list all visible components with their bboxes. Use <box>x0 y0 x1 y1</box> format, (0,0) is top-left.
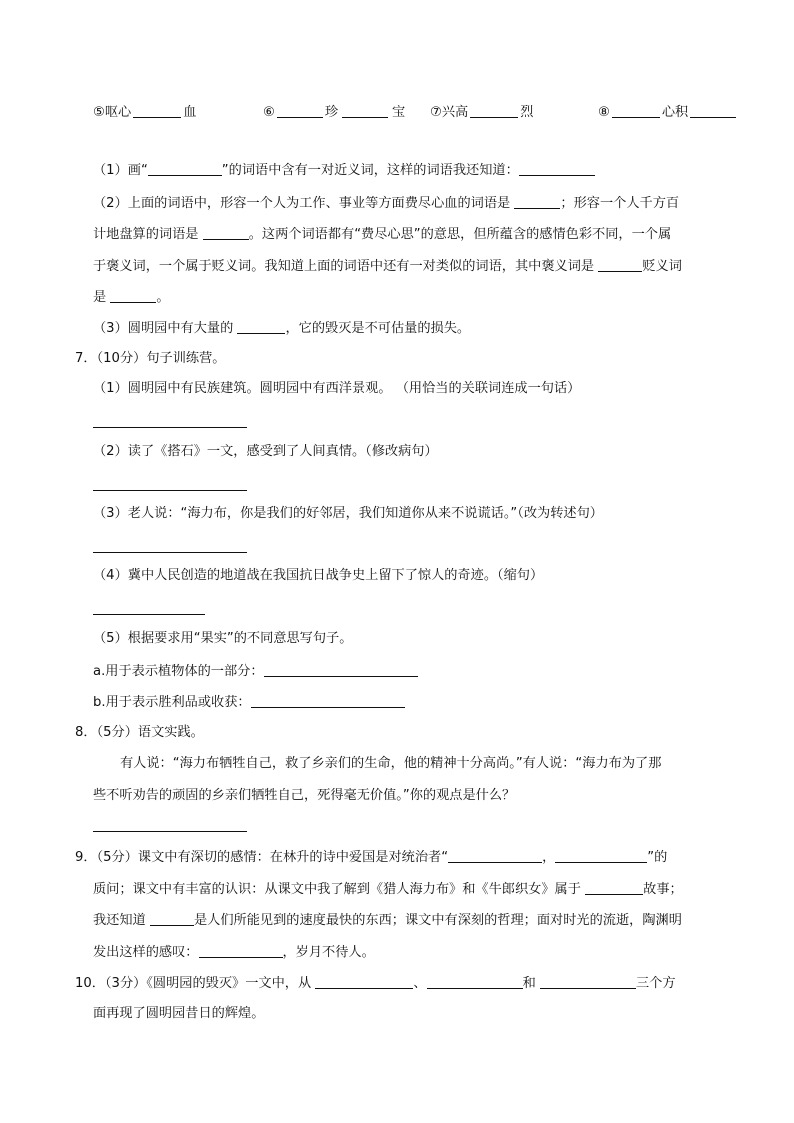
blank[interactable] <box>133 103 181 118</box>
q8-line2: 些不听劝告的顽固的乡亲们牺牲自己，死得毫无价值。”你的观点是什么？ <box>93 788 516 803</box>
q8-line1: 有人说：“海力布牺牲自己，救了乡亲们的生命，他的精神十分高尚。”有人说：“海力布为了那 <box>120 756 662 771</box>
blank[interactable] <box>150 911 194 926</box>
answer-line[interactable] <box>93 614 205 615</box>
q9-line4: 发出这样的感叹： ，岁月不待人。 <box>93 945 375 960</box>
blank[interactable] <box>448 848 542 863</box>
q7-s5: （5）根据要求用“果实”的不同意思写句子。 <box>93 631 353 646</box>
q6-part2-line3: 于褒义词，一个属于贬义词。我知道上面的词语中还有一对类似的词语，其中褒义词是 贬义词 <box>93 259 682 274</box>
blank[interactable] <box>237 319 285 334</box>
blank[interactable] <box>264 662 418 677</box>
blank[interactable] <box>598 257 642 272</box>
q7-s4: （4）冀中人民创造的地道战在我国抗日战争史上留下了惊人的奇迹。（缩句） <box>93 568 544 583</box>
q7-s3: （3）老人说：“海力布，你是我们的好邻居，我们知道你从来不说谎话。”（改为转述句） <box>93 506 603 521</box>
blank[interactable] <box>203 225 249 240</box>
q7-s1: （1）圆明园中有民族建筑。圆明园中有西洋景观。 （用恰当的关联词连成一句话） <box>93 381 581 396</box>
q7-s2: （2）读了《搭石》一文，感受到了人间真情。（修改病句） <box>93 444 438 459</box>
idiom-5: ⑤呕心 血 <box>93 105 197 120</box>
blank[interactable] <box>470 103 518 118</box>
blank[interactable] <box>514 194 560 209</box>
q9-line3: 我还知道 是人们所能见到的速度最快的东西；课文中有深刻的哲理；面对时光的流逝，陶渊明 <box>93 913 682 928</box>
answer-line[interactable] <box>93 831 247 832</box>
blank[interactable] <box>277 103 323 118</box>
q6-part2-line1: （2）上面的词语中，形容一个人为工作、事业等方面费尽心血的词语是 ；形容一个人千方百 <box>93 196 680 211</box>
q10-line1: 10．（3分）《圆明园的毁灭》一文中，从 、 和 三个方 <box>75 976 676 991</box>
blank[interactable] <box>315 974 413 989</box>
q7-title: 7．（10分）句子训练营。 <box>75 351 226 366</box>
q9-line1: 9．（5分）课文中有深切的感情：在林升的诗中爱国是对统治者“ ， ”的 <box>75 850 668 865</box>
q6-part2-line4: 是 。 <box>93 290 170 305</box>
q6-part1: （1）画“ ”的词语中含有一对近义词，这样的词语我还知道： <box>93 161 595 180</box>
q6-part2-line2: 计地盘算的词语是 。这两个词语都有“费尽心思”的意思，但所蕴含的感情色彩不同，一个属 <box>93 227 672 242</box>
blank[interactable] <box>690 103 736 118</box>
answer-line[interactable] <box>93 552 247 553</box>
blank[interactable] <box>110 288 156 303</box>
blank[interactable] <box>148 161 222 176</box>
answer-line[interactable] <box>93 490 247 491</box>
answer-line[interactable] <box>93 427 247 428</box>
idiom-8: ⑧ 心积 <box>598 103 738 122</box>
q8-title: 8．（5分）语文实践。 <box>75 725 204 740</box>
q6-part3: （3）圆明园中有大量的 ，它的毁灭是不可估量的损失。 <box>93 321 471 336</box>
blank[interactable] <box>199 943 283 958</box>
q7-s5b: b.用于表示胜利品或收获： <box>93 693 405 712</box>
idiom-7: ⑦兴高 烈 <box>430 105 534 120</box>
blank[interactable] <box>612 103 660 118</box>
q9-line2: 质问；课文中有丰富的认识：从课文中我了解到《猎人海力布》和《牛郎织女》属于 故事； <box>93 882 683 897</box>
blank[interactable] <box>555 848 647 863</box>
blank[interactable] <box>540 974 636 989</box>
blank[interactable] <box>251 693 405 708</box>
blank[interactable] <box>585 880 643 895</box>
blank[interactable] <box>342 103 388 118</box>
blank[interactable] <box>519 161 595 176</box>
q10-line2: 面再现了圆明园昔日的辉煌。 <box>93 1006 265 1021</box>
q7-s5a: a.用于表示植物体的一部分： <box>93 662 418 681</box>
blank[interactable] <box>427 974 523 989</box>
idiom-6: ⑥ 珍 宝 <box>263 105 406 120</box>
